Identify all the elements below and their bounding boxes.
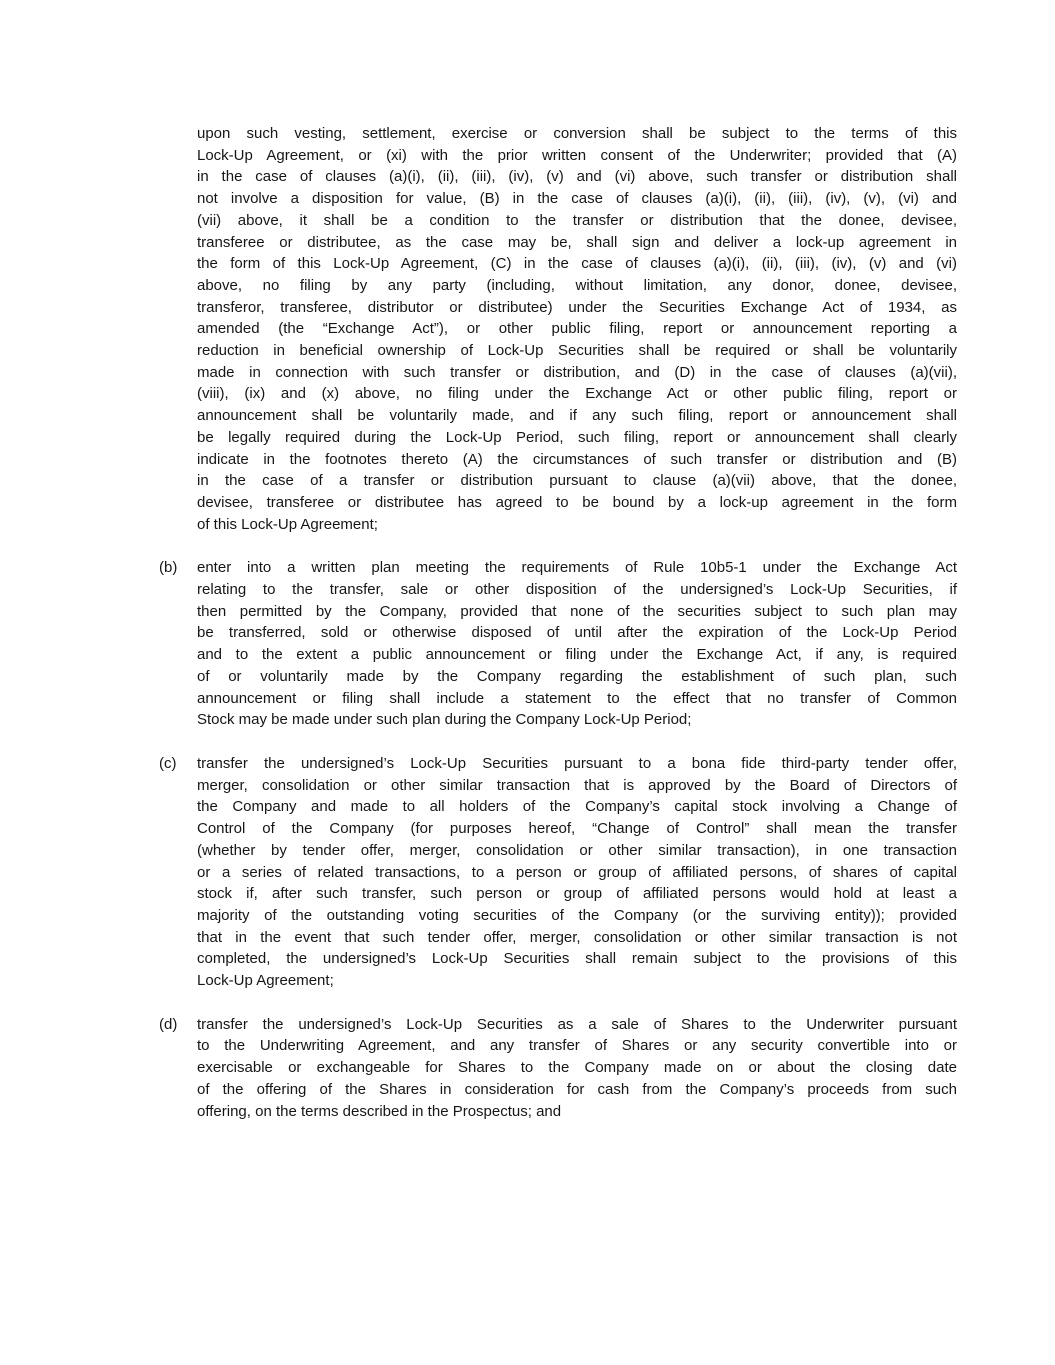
text-line: devisee, transferee or distributee has agreed to be bound by a lock-up agreement in the form xyxy=(197,493,957,511)
text-line: announcement shall be voluntarily made, and if any such filing, report or announcement shall xyxy=(197,407,957,425)
text-line: stock if, after such transfer, such person or group of affiliated persons would hold at least a xyxy=(197,885,957,903)
text-line: (viii), (ix) and (x) above, no filing under the Exchange Act or other public filing, report or xyxy=(197,385,957,403)
text-line: Stock may be made under such plan during the Company Lock-Up Period; xyxy=(197,711,692,729)
text-line: transfer the undersigned’s Lock-Up Securities as a sale of Shares to the Underwriter pursuant xyxy=(197,1015,957,1033)
text-line: offering, on the terms described in the Prospectus; and xyxy=(197,1102,562,1120)
paragraph xyxy=(159,557,957,731)
text-line: relating to the transfer, sale or other disposition of the undersigned’s Lock-Up Securities, if xyxy=(197,581,957,599)
text-line: (vii) above, it shall be a condition to the transfer or distribution that the donee, devisee, xyxy=(197,211,957,229)
text-line: be transferred, sold or otherwise disposed of until after the expiration of the Lock-Up Period xyxy=(197,624,957,642)
text-line: of the offering of the Shares in consideration for cash from the Company’s proceeds from such xyxy=(197,1080,957,1098)
text-line: then permitted by the Company, provided that none of the securities subject to such plan may xyxy=(197,602,957,620)
text-line: amended (the “Exchange Act”), or other public filing, report or announcement reporting a xyxy=(197,320,957,338)
text-line: majority of the outstanding voting securities of the Company (or the surviving entity)); provided xyxy=(197,906,957,924)
text-line: enter into a written plan meeting the requirements of Rule 10b5-1 under the Exchange Act xyxy=(197,559,957,577)
text-line: Lock-Up Agreement; xyxy=(197,972,334,990)
text-line: the form of this Lock-Up Agreement, (C) in the case of clauses (a)(i), (ii), (iii), (iv), (v) and (vi) xyxy=(197,255,957,273)
text-line: not involve a disposition for value, (B) in the case of clauses (a)(i), (ii), (iii), (iv), (v), (vi) and xyxy=(197,190,957,208)
text-line: (whether by tender offer, merger, consolidation or other similar transaction), in one transaction xyxy=(197,841,957,859)
text-line: be legally required during the Lock-Up Period, such filing, report or announcement shall clearly xyxy=(197,428,957,446)
text-line: and to the extent a public announcement or filing under the Exchange Act, if any, is required xyxy=(197,646,957,664)
text-line: Control of the Company (for purposes hereof, “Change of Control” shall mean the transfer xyxy=(197,820,957,838)
text-line: announcement or filing shall include a statement to the effect that no transfer of Common xyxy=(197,689,957,707)
text-line: completed, the undersigned’s Lock-Up Securities shall remain subject to the provisions of this xyxy=(197,950,957,968)
text-line: of this Lock-Up Agreement; xyxy=(197,515,378,533)
paragraph-label: (d) xyxy=(159,1015,178,1033)
paragraph-label: (b) xyxy=(159,559,178,577)
paragraph xyxy=(159,1014,957,1123)
text-line: transferor, transferee, distributor or distributee) under the Securities Exchange Act of 1934, as xyxy=(197,298,957,316)
text-line: Lock-Up Agreement, or (xi) with the prior written consent of the Underwriter; provided that (A) xyxy=(197,146,957,164)
text-line: reduction in beneficial ownership of Lock-Up Securities shall be required or shall be voluntarily xyxy=(197,342,957,360)
paragraph xyxy=(197,123,957,535)
text-line: above, no filing by any party (including, without limitation, any donor, donee, devisee, xyxy=(197,276,957,294)
text-line: to the Underwriting Agreement, and any transfer of Shares or any security convertible into or xyxy=(197,1037,957,1055)
text-line: upon such vesting, settlement, exercise or conversion shall be subject to the terms of this xyxy=(197,125,957,142)
text-line: indicate in the footnotes thereto (A) the circumstances of such transfer or distribution and (B) xyxy=(197,450,957,468)
text-line: that in the event that such tender offer, merger, consolidation or other similar transaction is not xyxy=(197,928,957,946)
paragraph xyxy=(159,753,957,992)
text-line: in the case of a transfer or distribution pursuant to clause (a)(vii) above, that the donee, xyxy=(197,472,957,490)
text-line: of or voluntarily made by the Company regarding the establishment of such plan, such xyxy=(197,667,957,685)
text-line: transferee or distributee, as the case may be, shall sign and deliver a lock-up agreement in xyxy=(197,233,957,251)
paragraph-label: (c) xyxy=(159,754,177,772)
text-line: exercisable or exchangeable for Shares to the Company made on or about the closing date xyxy=(197,1059,957,1077)
document-body xyxy=(159,123,957,1144)
text-line: in the case of clauses (a)(i), (ii), (iii), (iv), (v) and (vi) above, such transfer or distribution shall xyxy=(197,168,957,186)
text-line: or a series of related transactions, to a person or group of affiliated persons, of shares of capital xyxy=(197,863,957,881)
text-line: the Company and made to all holders of the Company’s capital stock involving a Change of xyxy=(197,798,957,816)
text-line: merger, consolidation or other similar transaction that is approved by the Board of Directors of xyxy=(197,776,957,794)
text-line: made in connection with such transfer or distribution, and (D) in the case of clauses (a)(vii), xyxy=(197,363,957,381)
text-line: transfer the undersigned’s Lock-Up Securities pursuant to a bona fide third-party tender offer, xyxy=(197,754,957,772)
